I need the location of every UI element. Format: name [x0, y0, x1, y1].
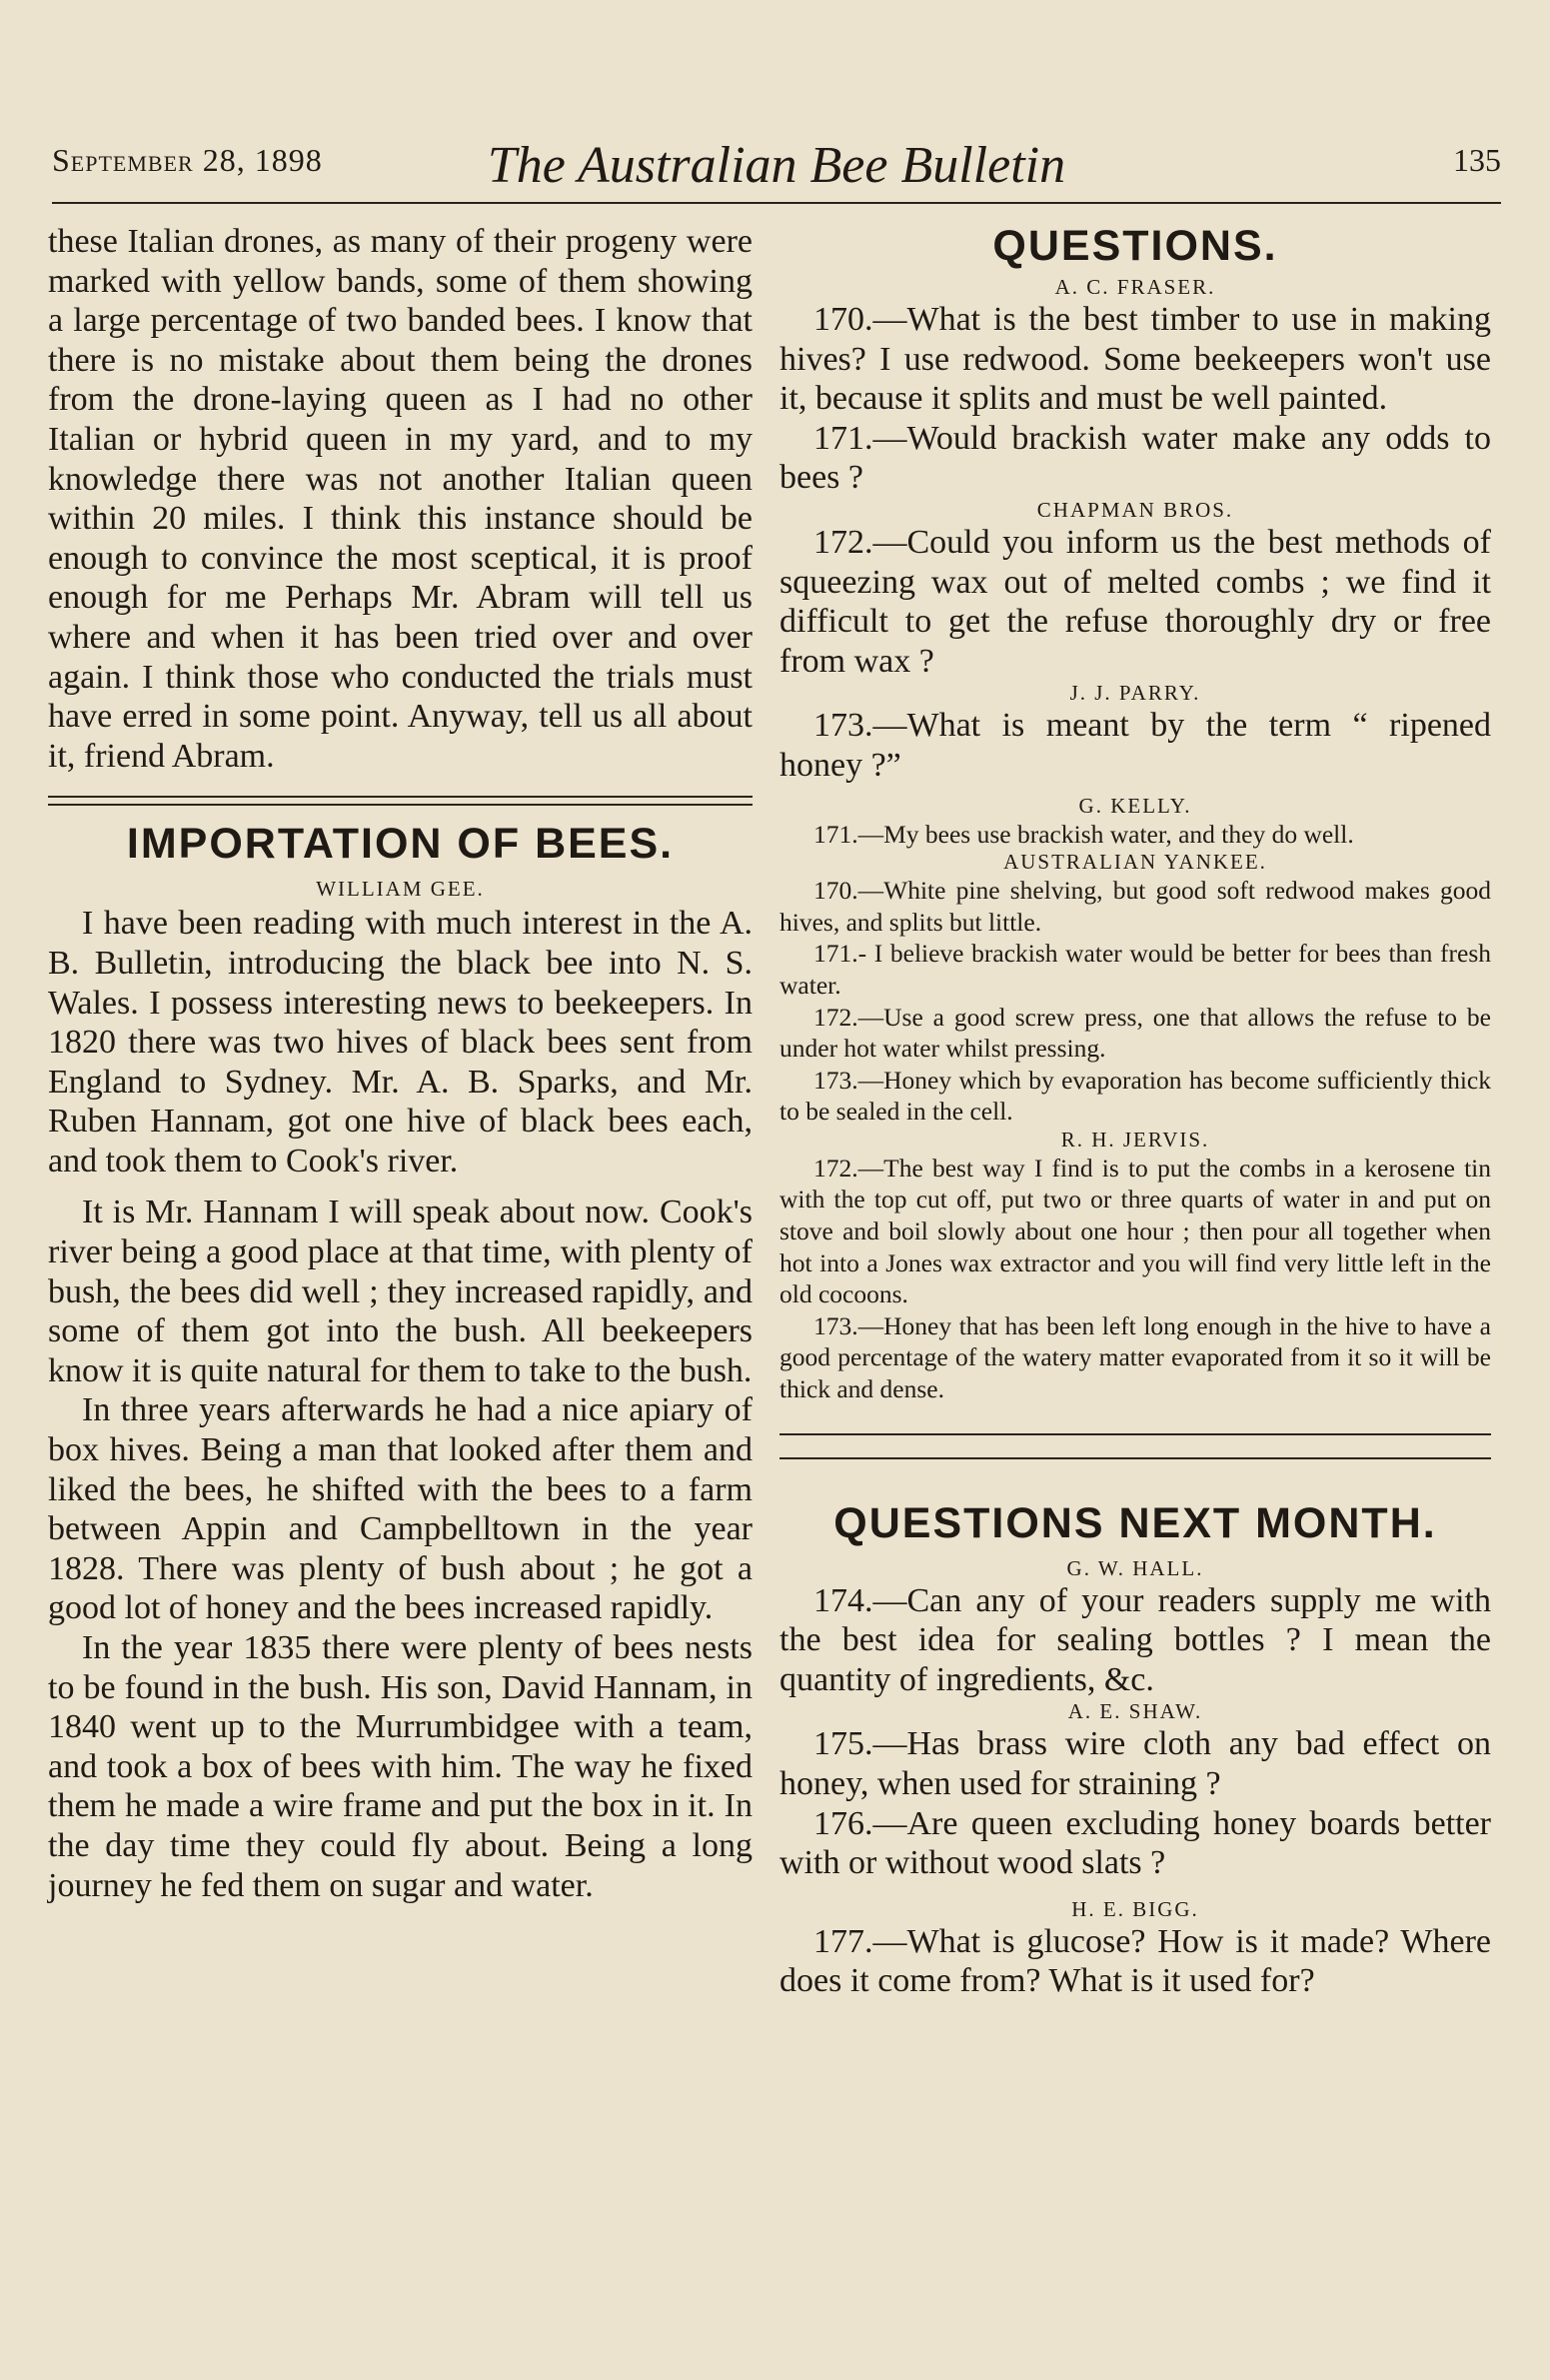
answer-text: 171.—My bees use brackish water, and they do well.: [813, 819, 1354, 849]
importation-paragraph: It is Mr. Hannam I will speak about now. Cook's river being a good place at that time, with plenty of bush, the bees did well ; they increased rapidly, and some of them got into the bush. All beekeepers know it is quite natural for them to take to the bush.: [48, 1193, 753, 1389]
answer-text: 173.—Honey which by evaporation has become sufficiently thick to be sealed in the cell.: [779, 1065, 1491, 1127]
question-text: 172.—Could you inform us the best methods of squeezing wax out of melted combs ; we find it difficult to get the refuse thoroughly dry or free from wax ?: [779, 523, 1491, 680]
question-author: CHAPMAN BROS.: [1036, 497, 1234, 522]
question-text: 175.—Has brass wire cloth any bad effect on honey, when used for straining ?: [779, 1725, 1491, 1802]
continued-article-text: these Italian drones, as many of their progeny were marked with yellow bands, some of them showing a large percentage of two banded bees. I know that there is no mistake about them being the drones from the drone-laying queen as I had no other Italian or hybrid queen in my yard, and to my knowledge there was not another Italian queen within 20 miles. I think this instance should be enough to convince the most sceptical, it is proof enough for me Perhaps Mr. Abram will tell us where and when it has been tried over and over again. I think those who conducted the trials must have erred in some point. Anyway, tell us all about it, friend Abram.: [48, 223, 753, 775]
answer-author: AUSTRALIAN YANKEE.: [1003, 850, 1267, 875]
answer-text: 172.—The best way I find is to put the combs in a kerosene tin with the top cut off, put two or three quarts of water in and put on stove and boil slowly about one hour ; then pour all together when hot into a Jones wax extractor and you will find very little left in the old cocoons.: [779, 1153, 1491, 1309]
left-column: [48, 222, 753, 1905]
question-author: H. E. BIGG.: [1071, 1896, 1199, 1921]
next-month-heading: QUESTIONS NEXT MONTH.: [833, 1498, 1437, 1547]
answer-author: G. KELLY.: [1078, 793, 1192, 818]
importation-author: WILLIAM GEE.: [316, 877, 485, 902]
question-text: 177.—What is glucose? How is it made? Where does it come from? What is it used for?: [779, 1922, 1491, 2000]
question-author: G. W. HALL.: [1066, 1555, 1204, 1580]
question-text: 174.—Can any of your readers supply me with the best idea for sealing bottles ? I mean the quantity of ingredients, &c.: [779, 1581, 1491, 1698]
question-author: A. E. SHAW.: [1067, 1699, 1203, 1724]
answer-author: R. H. JERVIS.: [1060, 1127, 1210, 1152]
importation-paragraph: In three years afterwards he had a nice apiary of box hives. Being a man that looked after them and liked the bees, he shifted with the bees to a farm between Appin and Campbelltown in the year 1828. There was plenty of bush about ; he got a good lot of honey and the bees increased rapidly.: [48, 1391, 753, 1627]
importation-paragraph: In the year 1835 there were plenty of bees nests to be found in the bush. His son, David Hannam, in 1840 went up to the Murrumbidgee with a team, and took a box of bees with him. The way he fixed them he made a wire frame and put the box in it. In the day time they could fly about. Being a long journey he fed them on sugar and water.: [48, 1629, 753, 1904]
header-rule: [52, 202, 1501, 204]
page-number: 135: [1453, 142, 1501, 178]
question-text: 176.—Are queen excluding honey boards better with or without wood slats ?: [779, 1804, 1491, 1882]
journal-title: The Australian Bee Bulletin: [487, 137, 1066, 194]
page-header: [52, 136, 1501, 196]
question-text: 170.—What is the best timber to use in making hives? I use redwood. Some beekeepers won't use it, because it splits and must be well painted.: [779, 301, 1491, 418]
answer-text: 170.—White pine shelving, but good soft redwood makes good hives, and splits but little.: [779, 876, 1491, 937]
question-author: A. C. FRASER.: [1054, 275, 1216, 299]
importation-heading: IMPORTATION OF BEES.: [126, 820, 675, 869]
answer-text: 172.—Use a good screw press, one that allows the refuse to be under hot water whilst pressing.: [779, 1002, 1491, 1064]
answer-text: 171.- I believe brackish water would be better for bees than fresh water.: [779, 939, 1491, 1000]
questions-heading: QUESTIONS.: [992, 222, 1278, 270]
answer-text: 173.—Honey that has been left long enough in the hive to have a good percentage of the watery matter evaporated from it so it will be thick and dense.: [779, 1310, 1491, 1404]
question-author: J. J. PARRY.: [1069, 681, 1201, 706]
importation-paragraph: I have been reading with much interest in the A. B. Bulletin, introducing the black bee into N. S. Wales. I possess interesting news to beekeepers. In 1820 there was two hives of black bees sent from England to Sydney. Mr. A. B. Sparks, and Mr. Ruben Hannam, got one hive of black bees each, and took them to Cook's river.: [48, 905, 753, 1180]
question-text: 171.—Would brackish water make any odds to bees ?: [779, 419, 1491, 497]
question-text: 173.—What is meant by the term “ ripened honey ?”: [779, 707, 1491, 784]
section-divider: [48, 796, 753, 806]
right-column: [779, 222, 1491, 2001]
issue-date: September 28, 1898: [52, 142, 323, 178]
